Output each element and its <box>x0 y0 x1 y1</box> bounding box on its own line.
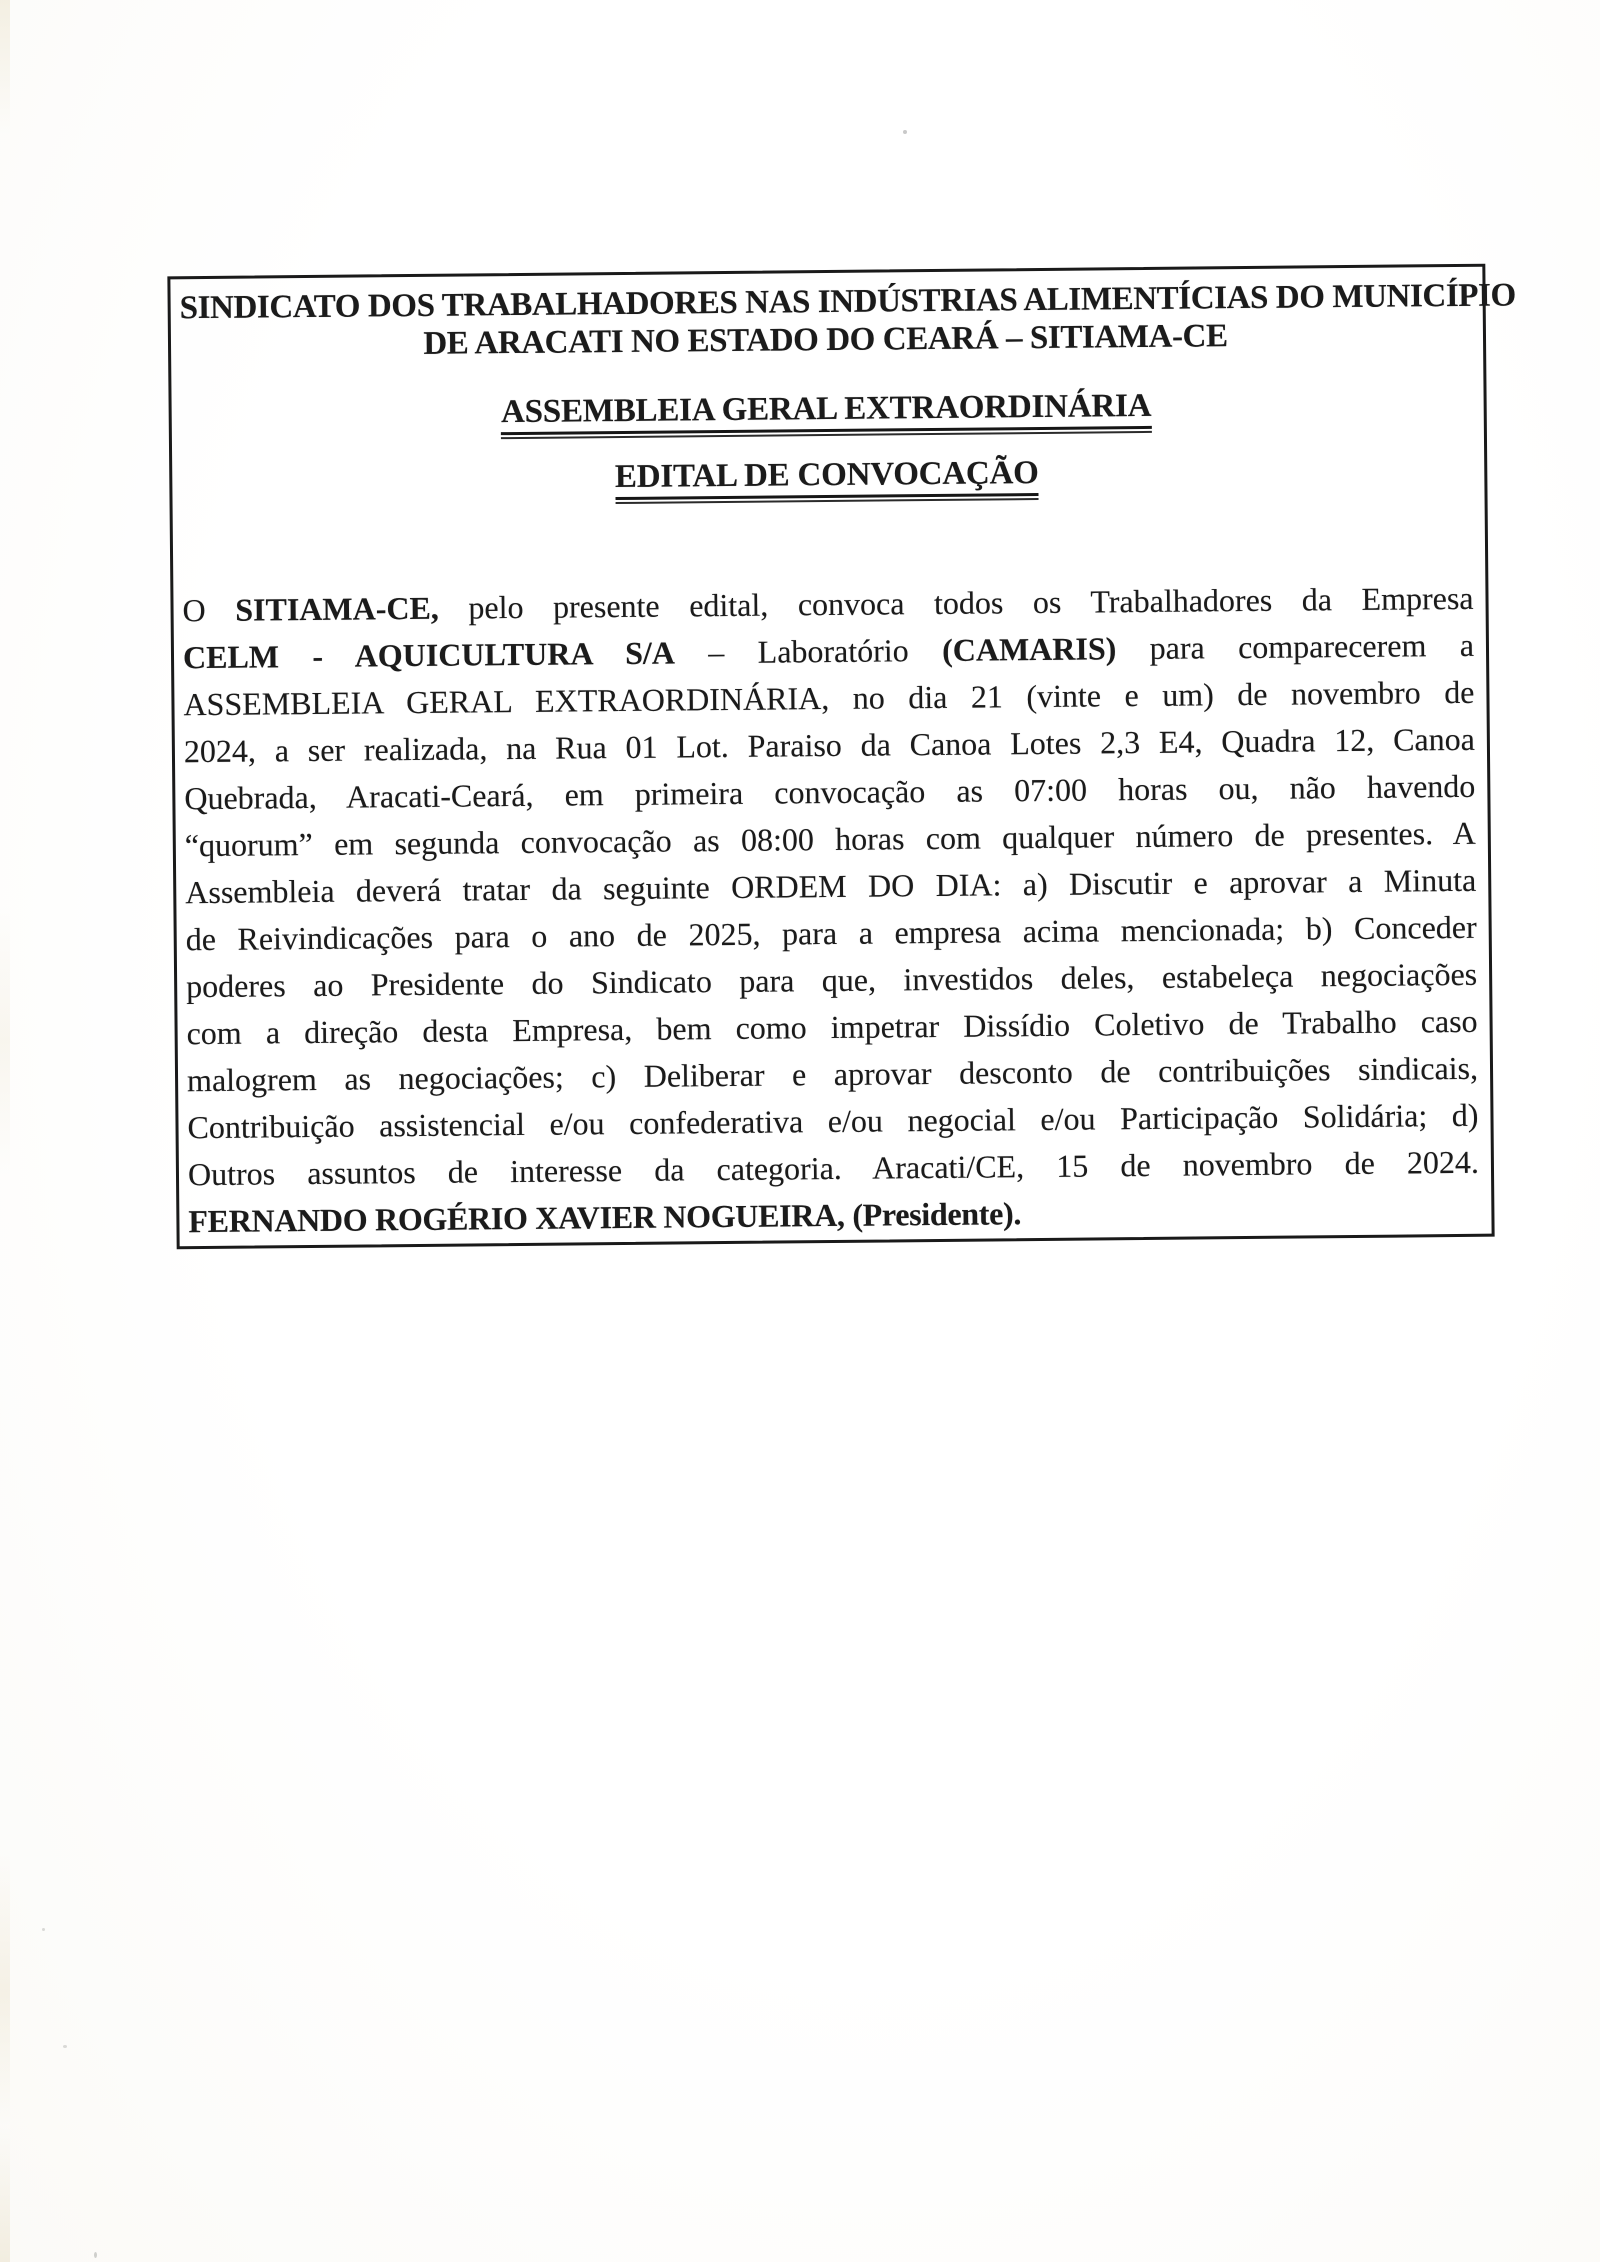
bold-text-run: SITIAMA-CE, <box>235 589 439 628</box>
bold-text-run: CELM - AQUICULTURA S/A <box>182 634 676 676</box>
heading-edital <box>181 451 1472 503</box>
scan-speck <box>94 2252 97 2258</box>
scan-edge-artifact <box>0 0 10 2262</box>
text-run: poderes ao Presidente do Sindicato para que, investidos deles, estabeleça negociações <box>186 955 1478 1005</box>
heading-assembleia-text: ASSEMBLEIA GERAL EXTRAORDINÁRIA <box>501 388 1152 435</box>
text-run: 2024, a ser realizada, na Rua 01 Lot. Paraiso da Canoa Lotes 2,3 E4, Quadra 12, Canoa <box>183 720 1476 770</box>
text-run: ASSEMBLEIA GERAL EXTRAORDINÁRIA, no dia 21 (vinte e um) de novembro de <box>183 673 1475 723</box>
text-run: “quorum” em segunda convocação as 08:00 horas com qualquer número de presentes. A <box>184 814 1476 864</box>
bold-text-run: FERNANDO ROGÉRIO XAVIER NOGUEIRA, (Presidente). <box>188 1195 1022 1240</box>
heading-assembleia <box>181 385 1472 437</box>
text-run: pelo presente edital, convoca todos os Trabalhadores da Empresa <box>438 579 1474 626</box>
scan-speck <box>42 1928 45 1931</box>
body-paragraph <box>182 575 1479 1245</box>
heading-edital-text: EDITAL DE CONVOCAÇÃO <box>615 455 1039 500</box>
text-run: Contribuição assistencial e/ou confederativa e/ou negocial e/ou Participação Solidária; d) <box>187 1096 1479 1146</box>
document-header <box>179 277 1516 365</box>
text-run: Outros assuntos de interesse da categoria. Aracati/CE, 15 de novembro de 2024. <box>187 1143 1480 1193</box>
text-run: O <box>182 591 236 629</box>
text-run: com a direção desta Empresa, bem como impetrar Dissídio Coletivo de Trabalho caso <box>186 1002 1478 1052</box>
header-line-2: DE ARACATI NO ESTADO DO CEARÁ – SITIAMA-CE <box>423 318 1228 362</box>
header-line-1: SINDICATO DOS TRABALHADORES NAS INDÚSTRIAS ALIMENTÍCIAS DO MUNICÍPIO <box>179 277 1516 327</box>
text-run: de Reivindicações para o ano de 2025, para a empresa acima mencionada; b) Conceder <box>185 908 1477 958</box>
text-run: malogrem as negociações; c) Deliberar e aprovar desconto de contribuições sindicais, <box>186 1049 1479 1099</box>
document-box <box>167 264 1516 1250</box>
text-run: Assembleia deverá tratar da seguinte ORDEM DO DIA: a) Discutir e aprovar a Minuta <box>185 861 1477 911</box>
bold-text-run: (CAMARIS) <box>941 630 1117 668</box>
scan-speck <box>63 2045 67 2048</box>
text-run: Quebrada, Aracati-Ceará, em primeira convocação as 07:00 horas ou, não havendo <box>184 767 1476 817</box>
text-run: para comparecerem a <box>1116 626 1475 667</box>
scan-dot-artifact <box>903 130 907 134</box>
text-run: – Laboratório <box>674 631 943 671</box>
